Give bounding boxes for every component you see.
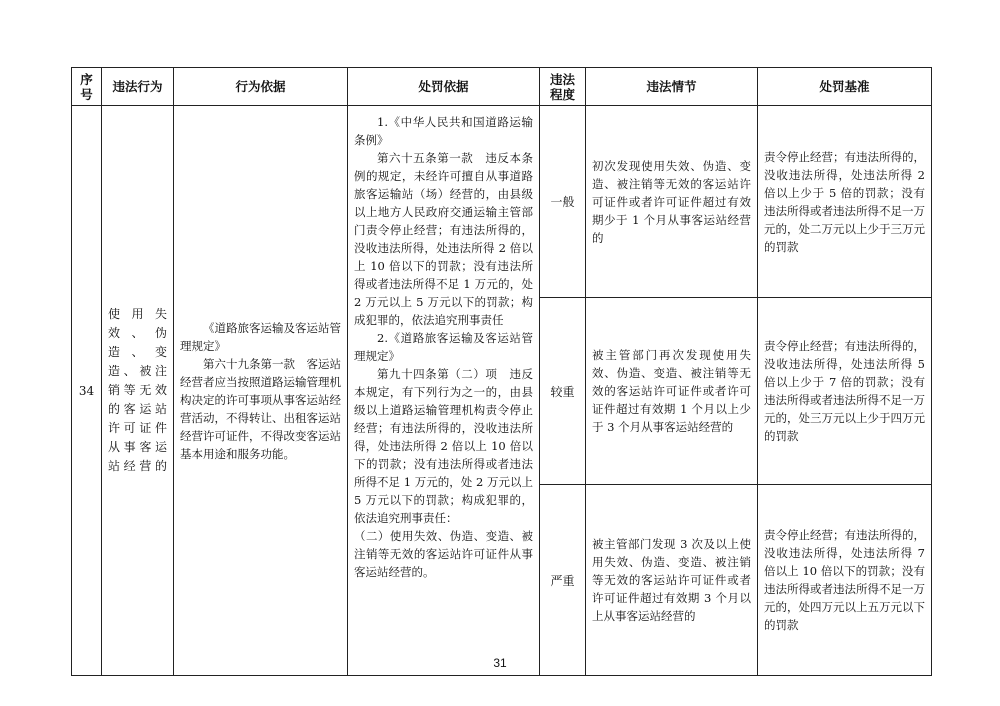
header-seq [72, 68, 102, 106]
circumstance-general: 初次发现使用失效、伪造、变造、被注销等无效的客运站许可证件或者许可证件超过有效期少于 1 个月从事客运站经营的 [586, 106, 758, 298]
header-standard: 处罚基准 [758, 68, 932, 106]
degree-serious: 较重 [540, 298, 586, 485]
circumstance-serious: 被主管部门再次发现使用失效、伪造、变造、被注销等无效的客运站许可证件或者许可证件超过有效期 1 个月以上少于 3 个月从事客运站经营的 [586, 298, 758, 485]
penalty-basis-item-2: （二）使用失效、伪造、变造、被注销等无效的客运站许可证件从事客运站经营的。 [354, 529, 533, 579]
circumstance-severe: 被主管部门发现 3 次及以上使用失效、伪造、变造、被注销等无效的客运站许可证件或者许可证件超过有效期 3 个月以上从事客运站经营的 [586, 485, 758, 676]
degree-general: 一般 [540, 106, 586, 298]
page-number: 31 [493, 656, 507, 670]
header-seq-top: 序 [80, 71, 93, 87]
penalty-standard-table [71, 67, 932, 676]
row-number: 34 [72, 106, 102, 676]
penalty-basis-cell [348, 106, 540, 676]
table-row-general [72, 106, 932, 298]
penalty-basis-law-2: 2.《道路旅客运输及客运站管理规定》 [354, 331, 533, 363]
header-degree [540, 68, 586, 106]
header-act-basis: 行为依据 [174, 68, 348, 106]
standard-serious: 责令停止经营；有违法所得的，没收违法所得，处违法所得 5 倍以上少于 7 倍的罚款；没有违法所得或者违法所得不足一万元的，处三万元以上少于四万元的罚款 [758, 298, 932, 485]
header-row [72, 68, 932, 106]
standard-severe: 责令停止经营；有违法所得的，没收违法所得，处违法所得 7 倍以上 10 倍以下的罚款；没有违法所得或者违法所得不足一万元的，处四万元以上五万元以下的罚款 [758, 485, 932, 676]
act-basis-article: 第六十九条第一款 客运站经营者应当按照道路运输管理机构决定的许可事项从事客运站经营活动，不得转让、出租客运站经营许可证件，不得改变客运站基本用途和服务功能。 [180, 356, 341, 461]
standard-general: 责令停止经营；有违法所得的，没收违法所得，处违法所得 2 倍以上少于 5 倍的罚款；没有违法所得或者违法所得不足一万元的，处二万元以上少于三万元的罚款 [758, 106, 932, 298]
header-penalty-basis: 处罚依据 [348, 68, 540, 106]
act-basis-title: 《道路旅客运输及客运站管理规定》 [180, 320, 341, 353]
header-degree-bottom: 程度 [549, 86, 575, 102]
violation-act-cell: 使用失效、伪造、变造、被注销等无效的客运站许可证件从事客运站经营的 [102, 106, 174, 676]
header-violation-act: 违法行为 [102, 68, 174, 106]
act-basis-cell [174, 106, 348, 676]
degree-severe: 严重 [540, 485, 586, 676]
header-degree-top: 违法 [549, 71, 575, 87]
penalty-basis-law-1: 1.《中华人民共和国道路运输条例》 [354, 115, 533, 147]
penalty-basis-article-1: 第六十五条第一款 违反本条例的规定，未经许可擅自从事道路旅客运输站（场）经营的，由县级以上地方人民政府交通运输主管部门责令停止经营；有违法所得的，没收违法所得，处违法所得 2 倍以上 10 倍以下的罚款；没有违法所得或者违法所得不足 1 万元的，处 2 万元以上 5 万元以下的罚款；构成犯罪的，依法追究刑事责任 [354, 151, 533, 327]
header-seq-bottom: 号 [80, 86, 93, 102]
header-circumstances: 违法情节 [586, 68, 758, 106]
penalty-basis-article-2: 第九十四条第（二）项 违反本规定，有下列行为之一的，由县级以上道路运输管理机构责令停止经营；有违法所得的，没收违法所得，处违法所得 2 倍以上 10 倍以下的罚款；没有违法所得或者违法所得不足 1 万元的，处 2 万元以上 5 万元以下的罚款；构成犯罪的，依法追究刑事责任： [354, 367, 533, 525]
